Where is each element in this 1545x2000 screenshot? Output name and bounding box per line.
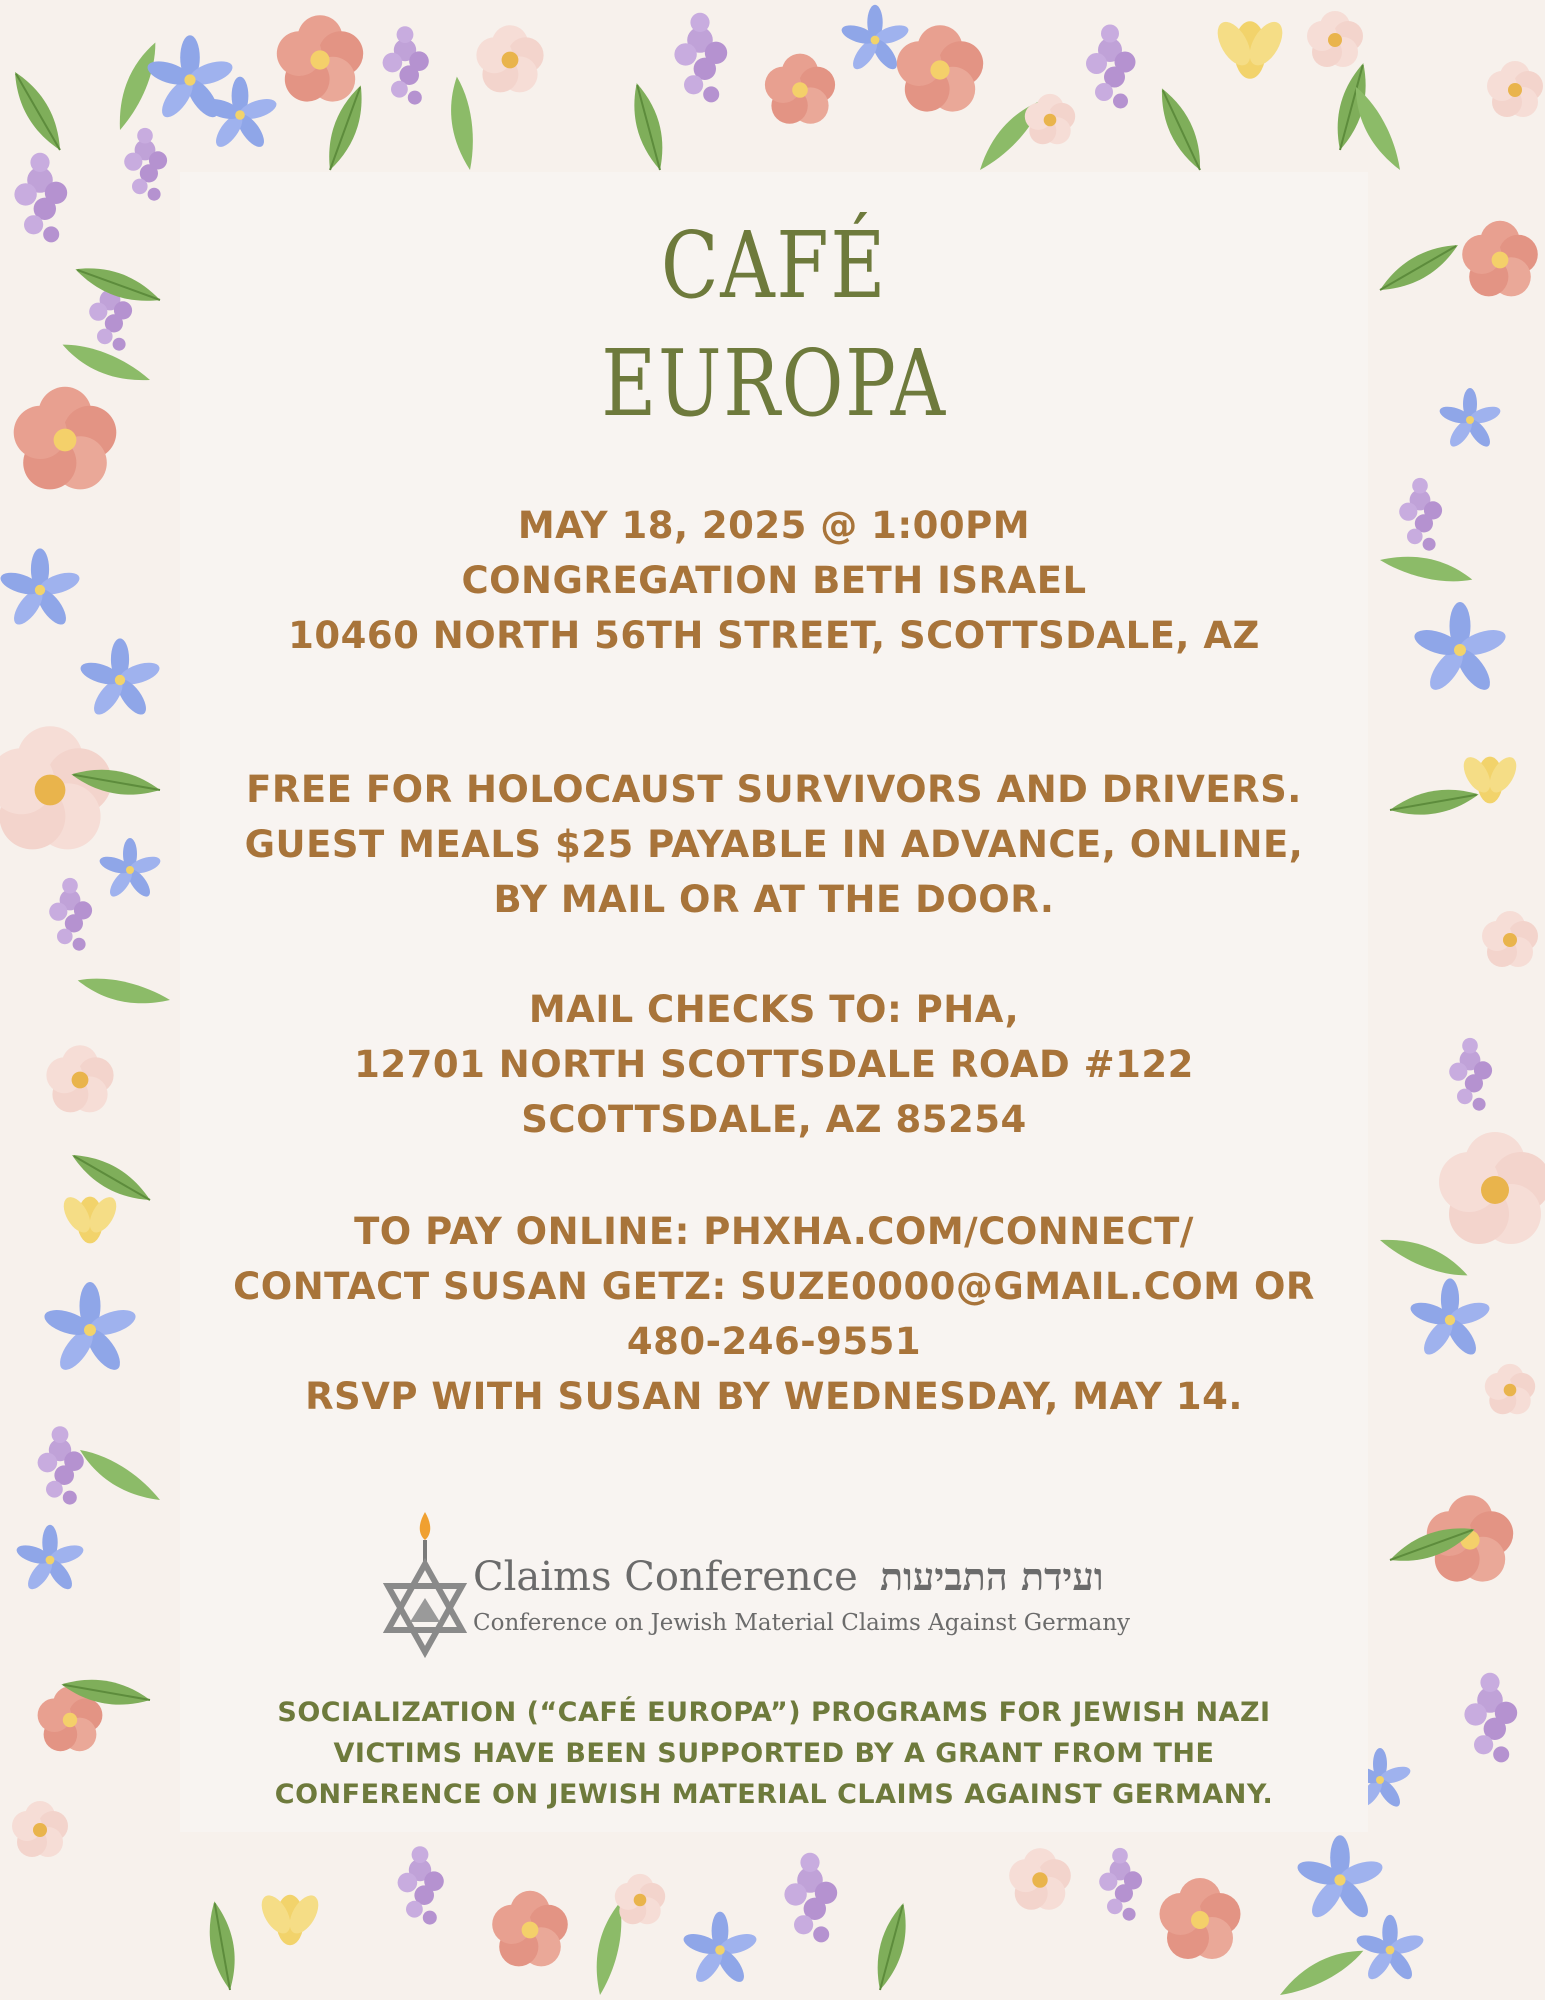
contact-details: [180, 1204, 1368, 1424]
grant-line-2: VICTIMS HAVE BEEN SUPPORTED BY A GRANT FROM THE: [333, 1738, 1215, 1769]
mail-line-1: MAIL CHECKS TO: PHA,: [528, 988, 1020, 1031]
event-address: 10460 NORTH 56TH STREET, SCOTTSDALE, AZ: [288, 614, 1260, 657]
title-line-1: CAFÉ: [660, 212, 888, 319]
claims-conference-logo: [380, 1502, 1180, 1682]
logo-name: Claims Conference: [473, 1554, 858, 1600]
logo-subtitle: Conference on Jewish Material Claims Against Germany: [473, 1610, 1131, 1636]
grant-line-1: SOCIALIZATION (“CAFÉ EUROPA”) PROGRAMS FOR JEWISH NAZI: [277, 1697, 1271, 1728]
event-details: [180, 498, 1368, 663]
contact-email-line: CONTACT SUSAN GETZ: SUZE0000@GMAIL.COM OR: [233, 1265, 1315, 1308]
mail-line-2: 12701 NORTH SCOTTSDALE ROAD #122: [354, 1043, 1194, 1086]
flyer-content-panel: [180, 172, 1368, 1832]
grant-line-3: CONFERENCE ON JEWISH MATERIAL CLAIMS AGAINST GERMANY.: [274, 1779, 1274, 1810]
contact-phone: 480-246-9551: [626, 1320, 922, 1363]
logo-hebrew-name: ועידת התביעות: [880, 1554, 1104, 1599]
pricing-line-1: FREE FOR HOLOCAUST SURVIVORS AND DRIVERS.: [246, 768, 1302, 811]
grant-notice: [180, 1692, 1368, 1815]
event-date-time: MAY 18, 2025 @ 1:00PM: [517, 504, 1031, 547]
candle-star-icon: [380, 1502, 470, 1682]
pay-online-line: TO PAY ONLINE: PHXHA.COM/CONNECT/: [354, 1210, 1194, 1253]
pricing-line-3: BY MAIL OR AT THE DOOR.: [493, 878, 1055, 921]
pricing-line-2: GUEST MEALS $25 PAYABLE IN ADVANCE, ONLINE,: [244, 823, 1304, 866]
mail-line-3: SCOTTSDALE, AZ 85254: [521, 1098, 1027, 1141]
rsvp-line: RSVP WITH SUSAN BY WEDNESDAY, MAY 14.: [305, 1375, 1243, 1418]
title-line-2: EUROPA: [601, 330, 947, 437]
pricing-details: [180, 762, 1368, 927]
mail-details: [180, 982, 1368, 1147]
event-venue: CONGREGATION BETH ISRAEL: [461, 559, 1087, 602]
